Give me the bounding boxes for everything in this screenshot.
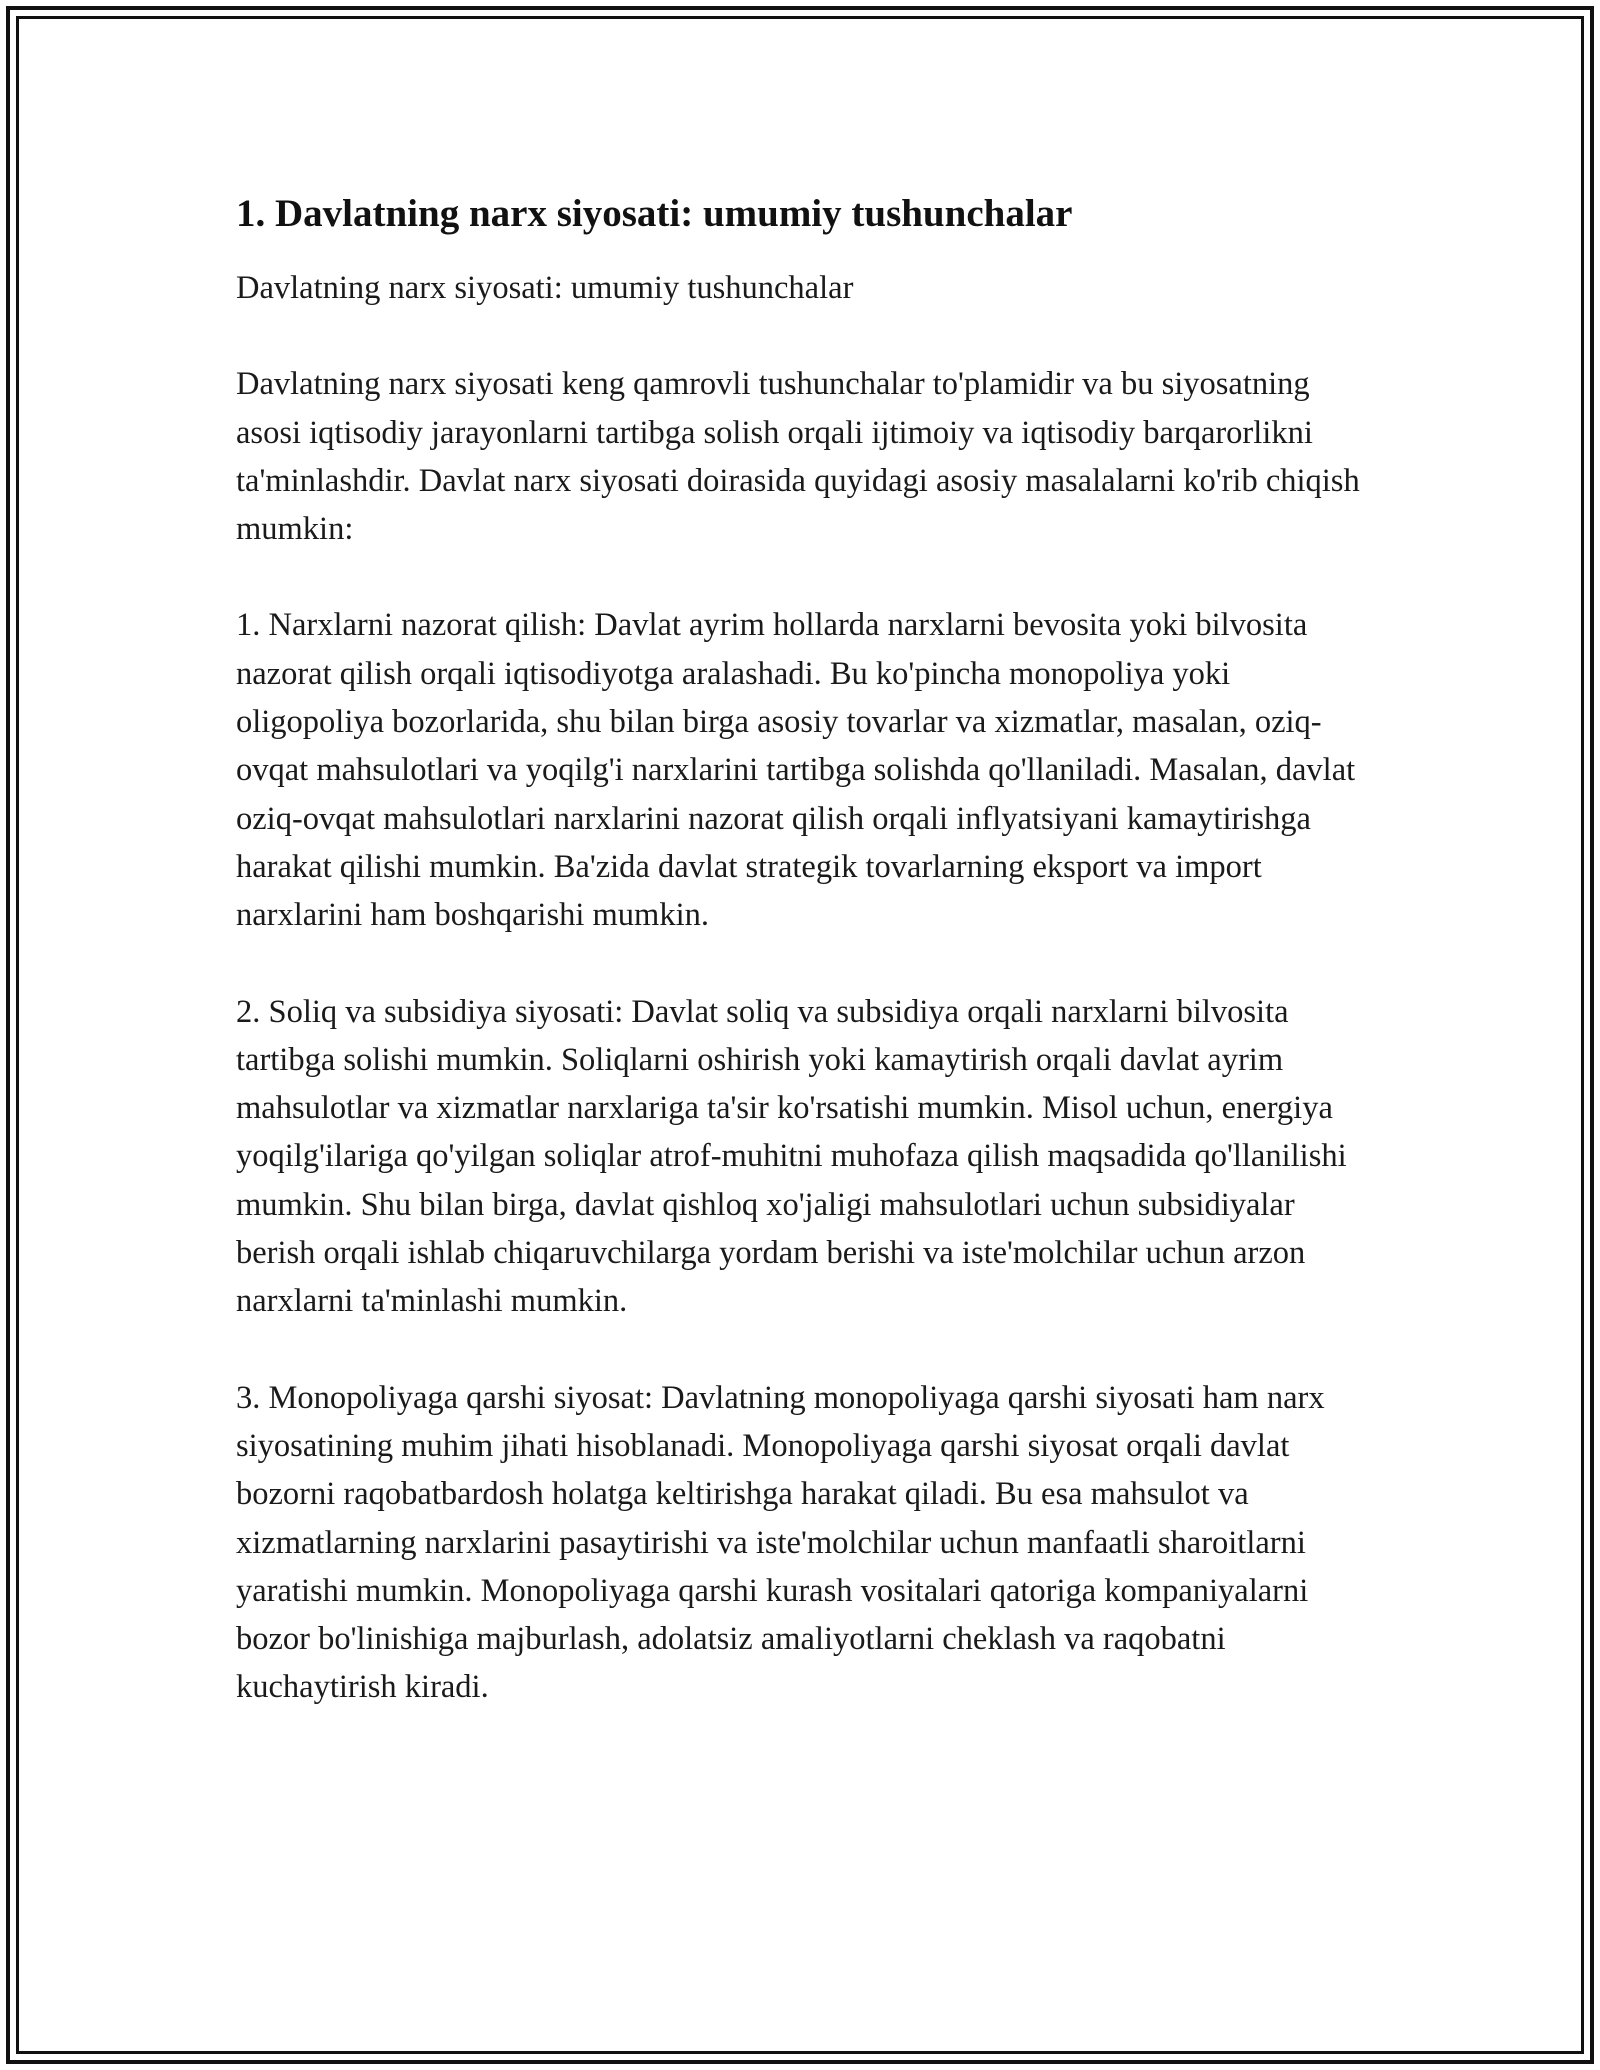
document-subtitle-paragraph: Davlatning narx siyosati: umumiy tushunchalar (236, 270, 854, 306)
document-title: 1. Davlatning narx siyosati: umumiy tushunchalar (236, 192, 1073, 235)
paragraph-antimonopoly: 3. Monopoliyaga qarshi siyosat: Davlatning monopoliyaga qarshi siyosati ham narx siyosatining muhim jihati hisoblanadi. Monopoliyaga qarshi siyosat orqali davlat bozorni raqobatbardosh holatga keltirishga harakat qiladi. Bu esa mahsulot va xizmatlarning narxlarini pasaytirishi va iste'molchilar uchun manfaatli sharoitlarni yaratishi mumkin. Monopoliyaga qarshi kurash vositalari qatoriga kompaniyalarni bozor bo'linishiga majburlash, adolatsiz amaliyotlarni cheklash va raqobatni kuchaytirish kiradi. (236, 1379, 1325, 1706)
intro-paragraph: Davlatning narx siyosati keng qamrovli tushunchalar to'plamidir va bu siyosatning asosi iqtisodiy jarayonlarni tartibga solish orqali ijtimoiy va iqtisodiy barqarorlikni ta'minlashdir. Davlat narx siyosati doirasida quyidagi asosiy masalalarni ko'rib chiqish mumkin: (236, 366, 1360, 548)
document-body (236, 186, 1366, 1760)
paragraph-price-control: 1. Narxlarni nazorat qilish: Davlat ayrim hollarda narxlarni bevosita yoki bilvosita nazorat qilish orqali iqtisodiyotga aralashadi. Bu ko'pincha monopoliya yoki oligopoliya bozorlarida, shu bilan birga asosiy tovarlar va xizmatlar, masalan, oziq-ovqat mahsulotlari va yoqilg'i narxlarini tartibga solishda qo'llaniladi. Masalan, davlat oziq-ovqat mahsulotlari narxlarini nazorat qilish orqali inflyatsiyani kamaytirishga harakat qilishi mumkin. Ba'zida davlat strategik tovarlarning eksport va import narxlarini ham boshqarishi mumkin. (236, 607, 1356, 934)
paragraph-tax-subsidy: 2. Soliq va subsidiya siyosati: Davlat soliq va subsidiya orqali narxlarni bilvosita tartibga solishi mumkin. Soliqlarni oshirish yoki kamaytirish orqali davlat ayrim mahsulotlar va xizmatlar narxlariga ta'sir ko'rsatishi mumkin. Misol uchun, energiya yoqilg'ilariga qo'yilgan soliqlar atrof-muhitni muhofaza qilish maqsadida qo'llanilishi mumkin. Shu bilan birga, davlat qishloq xo'jaligi mahsulotlari uchun subsidiyalar berish orqali ishlab chiqaruvchilarga yordam berishi va iste'molchilar uchun arzon narxlarni ta'minlashi mumkin. (236, 993, 1347, 1320)
